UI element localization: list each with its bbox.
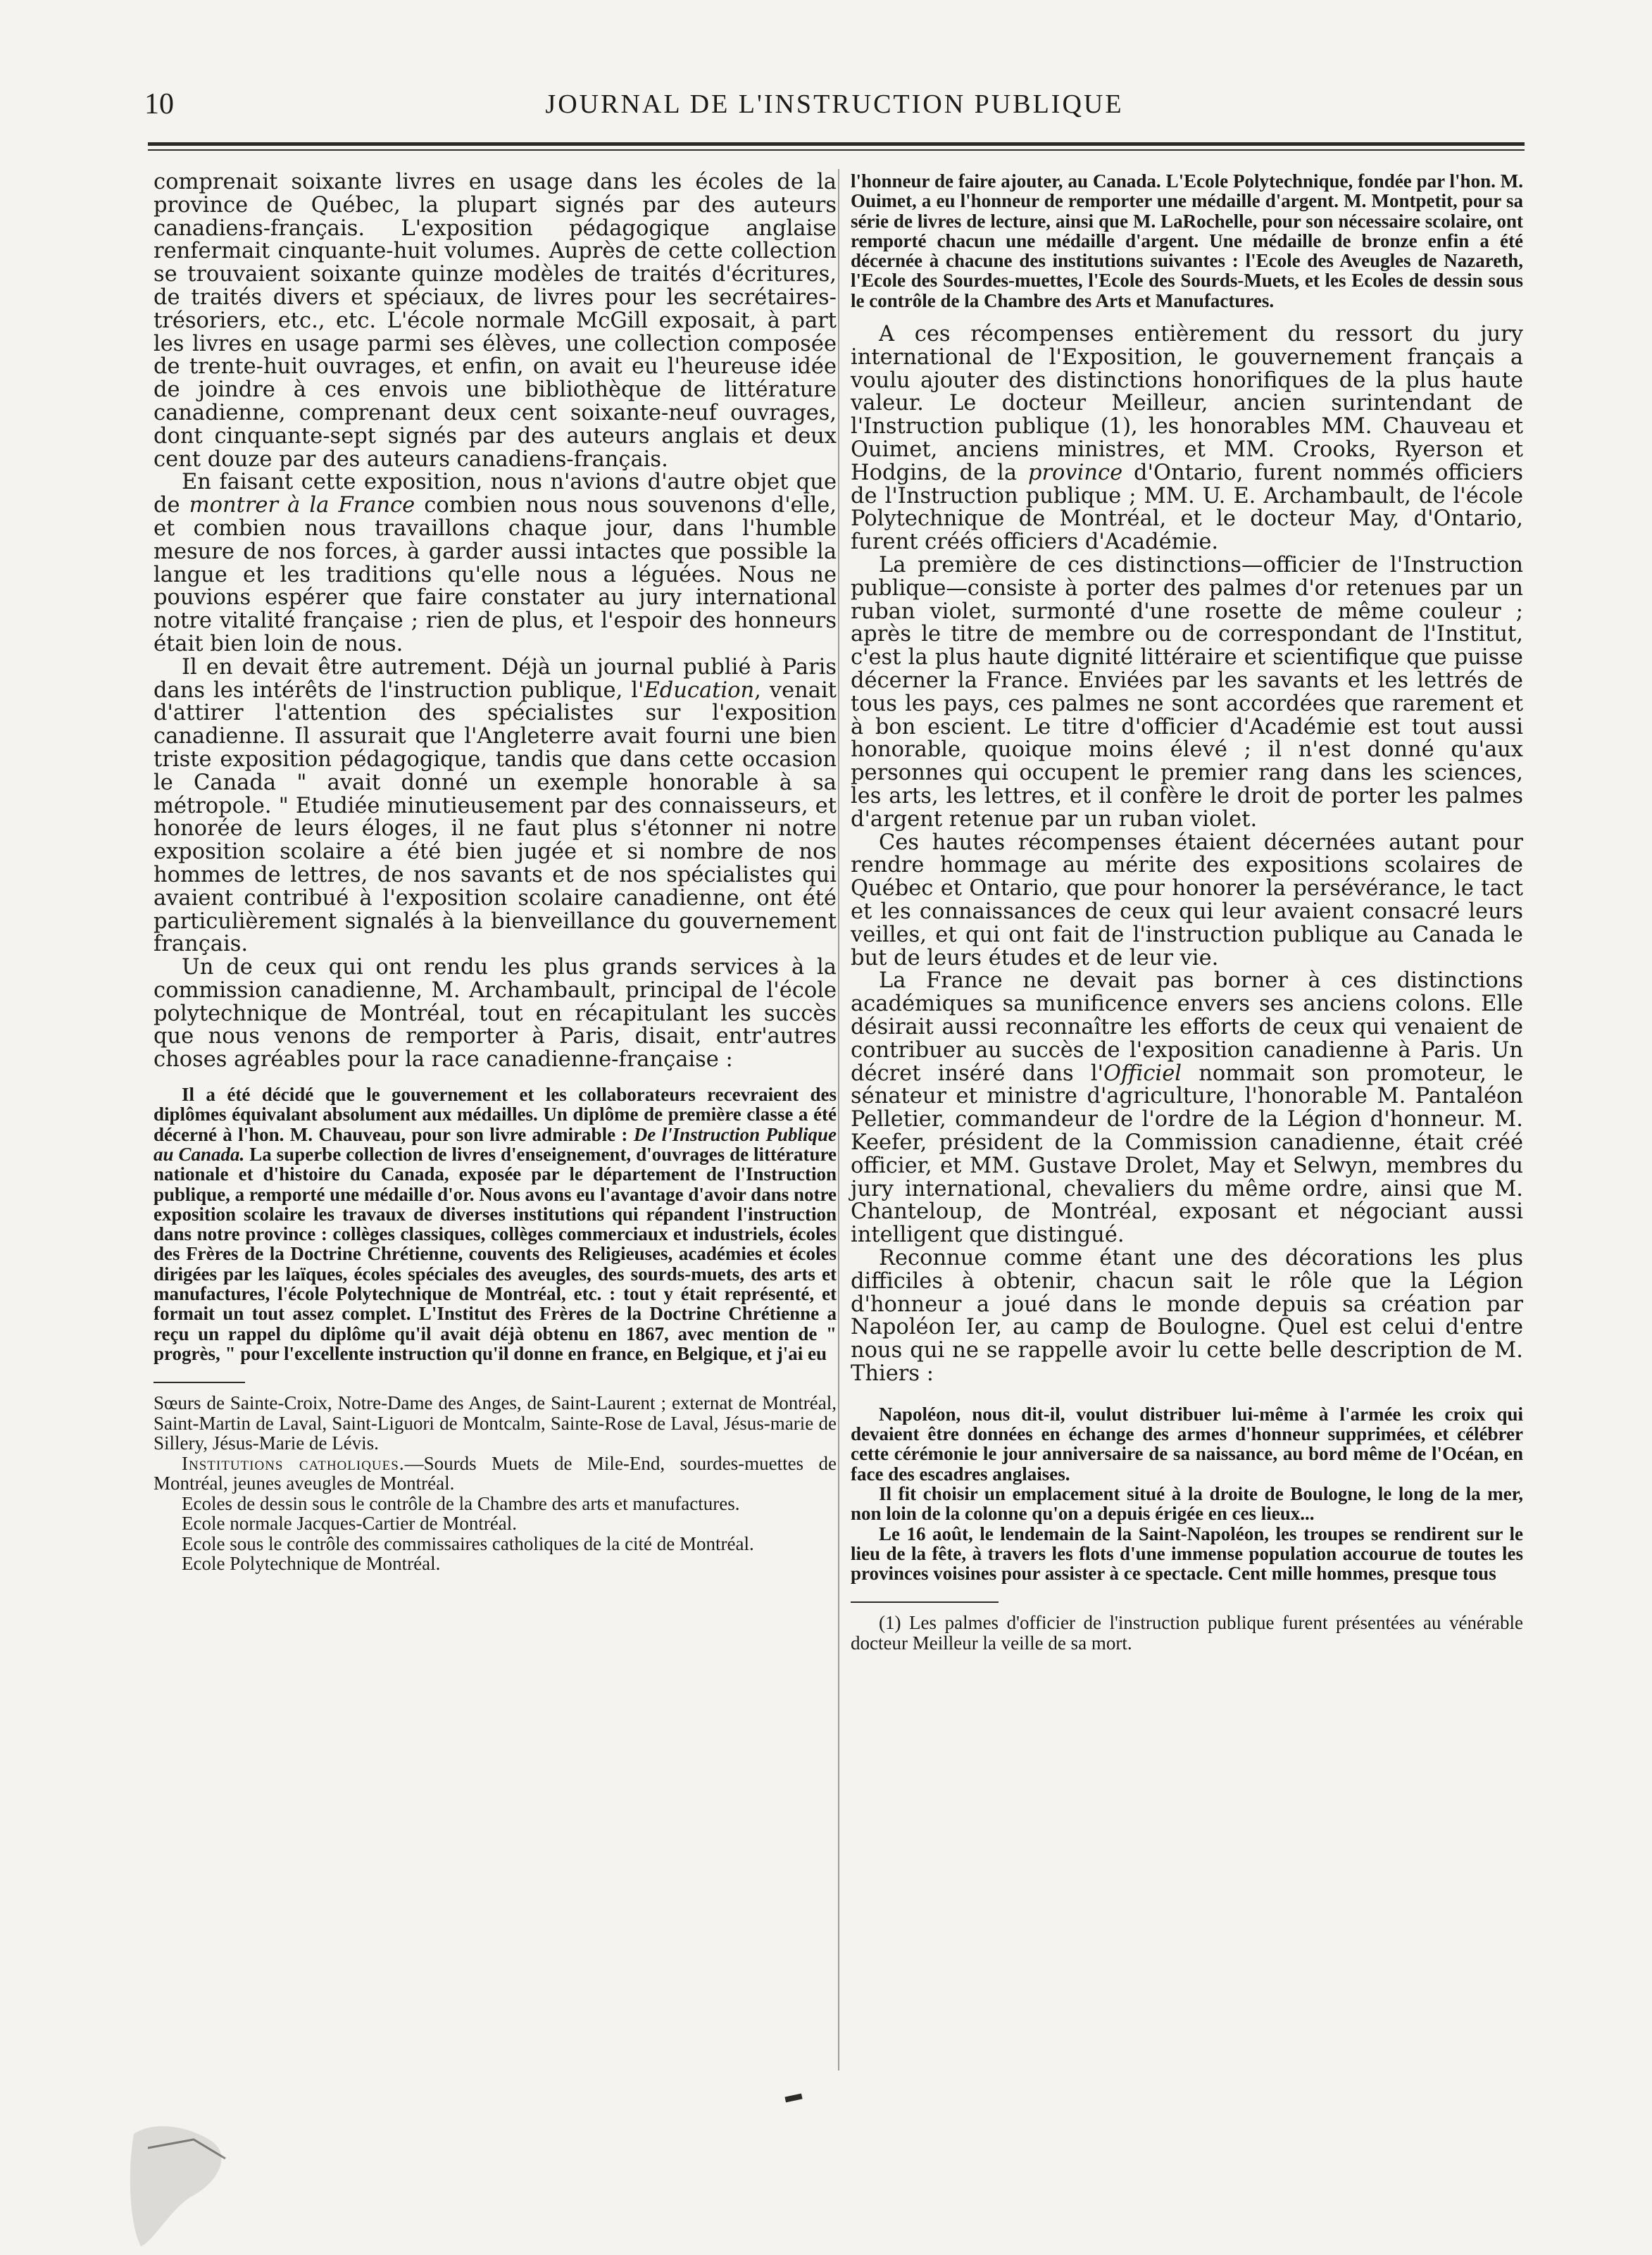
- footnote: Ecole normale Jacques-Cartier de Montréal.: [182, 1513, 518, 1535]
- footnote-rule: [154, 1382, 245, 1383]
- journal-title: JOURNAL DE L'INSTRUCTION PUBLIQUE: [545, 89, 1124, 119]
- footnote: (1) Les palmes d'officier de l'instruction publique furent présentées au vénérable docteur Meilleur la veille de sa mort.: [851, 1612, 1523, 1654]
- footnote: Ecole Polytechnique de Montréal.: [182, 1553, 441, 1575]
- right-column: [851, 171, 1523, 1653]
- footnote-rule: [851, 1601, 999, 1603]
- paragraph: comprenait soixante livres en usage dans les écoles de la province de Québec, la plupart signés par des auteurs canadiens-français. L'exposition pédagogique anglaise renfermait cinquante-huit volumes. Auprès de cette collection se trouvaient soixante quinze modèles de traités d'écritures, de traités divers et spéciaux, de livres pour les secrétaires-trésoriers, etc., etc. L'école normale McGill exposait, à part les livres en usage parmi ses élèves, une collection composée de trente-huit ouvrages, et enfin, on avait eu l'heureuse idée de joindre à ces envois une bibliothèque de littérature canadienne, comprenant deux cent soixante-neuf ouvrages, dont cinquante-sept signés par des auteurs anglais et deux cent douze par des auteurs canadiens-français.: [154, 170, 837, 472]
- paragraph: A ces récompenses entièrement du ressort du jury international de l'Exposition, le gouvernement français a voulu ajouter des distinctions honorifiques de la plus haute valeur. Le docteur Meilleur, ancien surintendant de l'Instruction publique (1), les honorables MM. Chauveau et Ouimet, anciens ministres, et MM. Crooks, Ryerson et Hodgins, de la province d'Ontario, furent nommés officiers de l'Instruction publique ; MM. U. E. Archambault, de l'école Polytechnique de Montréal, et le docteur May, d'Ontario, furent créés officiers d'Académie.: [851, 322, 1523, 555]
- page-number: 10: [144, 88, 174, 120]
- header-rule-thin: [148, 149, 1525, 151]
- quoted-passage: l'honneur de faire ajouter, au Canada. L'Ecole Polytechnique, fondée par l'hon. M. Ouimet, a eu l'honneur de remporter une médaille d'argent. M. Montpetit, pour sa série de livres de lecture, ainsi que M. LaRochelle, pour son nécessaire scolaire, ont remporté chacun une médaille d'argent. Une médaille de bronze enfin a été décernée à chacune des institutions suivantes : l'Ecole des Aveugles de Nazareth, l'Ecole des Sourdes-muettes, l'Ecole des Sourds-Muets, et les Ecoles de dessin sous le contrôle de la Chambre des Arts et Manufactures.: [851, 170, 1523, 311]
- ink-mark: [784, 2094, 802, 2103]
- column-divider: [838, 169, 839, 2070]
- paragraph: Il en devait être autrement. Déjà un journal publié à Paris dans les intérêts de l'instruction publique, l'Education, venait d'attirer l'attention des spécialistes sur l'exposition canadienne. Il assurait que l'Angleterre avait fourni une bien triste exposition pédagogique, tandis que dans cette occasion le Canada " avait donné un exemple honorable à sa métropole. " Etudiée minutieusement par des connaisseurs, et honorée de leurs éloges, il ne faut plus s'étonner ni notre exposition scolaire a été bien jugée et si nombre de nos hommes de lettres, de nos savants et de nos spécialistes qui avaient contribué à l'exposition scolaire canadienne, ont été particulièrement signalés à la bienveillance du gouvernement français.: [154, 654, 837, 957]
- footnote: Ecole sous le contrôle des commissaires catholiques de la cité de Montréal.: [182, 1532, 754, 1554]
- quoted-passage: Le 16 août, le lendemain de la Saint-Napoléon, les troupes se rendirent sur le lieu de la fête, à travers les flots d'une immense population accourue de toutes les provinces voisines pour assister à ce spectacle. Cent mille hommes, presque tous: [851, 1523, 1523, 1585]
- header-rule-thick: [148, 142, 1525, 146]
- paragraph: Ces hautes récompenses étaient décernées autant pour rendre hommage au mérite des expositions scolaires de Québec et Ontario, que pour honorer la persévérance, le tact et les connaissances de ceux qui leur avaient consacré leurs veilles, et qui ont fait de l'instruction publique au Canada le but de leurs études et de leur vie.: [851, 830, 1523, 970]
- paragraph: Un de ceux qui ont rendu les plus grands services à la commission canadienne, M. Archambault, principal de l'école polytechnique de Montréal, tout en récapitulant les succès que nous venons de remporter à Paris, disait, entr'autres choses agréables pour la race canadienne-française :: [154, 955, 837, 1073]
- footnote: Sœurs de Sainte-Croix, Notre-Dame des Anges, de Saint-Laurent ; externat de Montréal, Saint-Martin de Laval, Saint-Liguori de Montcalm, Sainte-Rose de Laval, Jésus-marie de Sillery, Jésus-Marie de Lévis.: [154, 1392, 837, 1454]
- paragraph: Reconnue comme étant une des décorations les plus difficiles à obtenir, chacun sait le rôle que la Légion d'honneur a joué dans le monde depuis sa création par Napoléon Ier, au camp de Boulogne. Quel est celui d'entre nous qui ne se rappelle avoir lu cette belle description de M. Thiers :: [851, 1245, 1523, 1386]
- paragraph: La première de ces distinctions—officier de l'Instruction publique—consiste à porter des palmes d'or retenues par un ruban violet, surmonté d'une rosette de même couleur ; après le titre de membre ou de correspondant de l'Institut, c'est la plus haute dignité littéraire et scientifique que puisse décerner la France. Enviées par les savants et les lettrés de tous les pays, ces palmes ne sont accordées que rarement et à bon escient. Le titre d'officier d'Académie est tout aussi honorable, quoique moins élevé ; il n'est donné qu'aux personnes qui occupent le premier rang dans les sciences, les arts, les lettres, et il confère le droit de porter les palmes d'argent retenue par un ruban violet.: [851, 553, 1523, 832]
- left-column: [154, 171, 837, 1574]
- quoted-passage: Il a été décidé que le gouvernement et les collaborateurs recevraient des diplômes équivalant absolument aux médailles. Un diplôme de première classe a été décerné à l'hon. M. Chauveau, pour son livre admirable : De l'Instruction Publique au Canada. La superbe collection de livres d'enseignement, d'ouvrages de littérature nationale et d'histoire du Canada, exposée par le département de l'Instruction publique, a remporté une médaille d'or. Nous avons eu l'avantage d'avoir dans notre exposition scolaire les travaux de diverses institutions qui répandent l'instruction dans notre province : collèges classiques, collèges commerciaux et industriels, écoles des Frères de la Doctrine Chrétienne, couvents des Religieuses, académies et écoles dirigées par les laïques, écoles spéciales des aveugles, des sourds-muets, des arts et manufactures, l'école Polytechnique de Montréal, etc. : tout y était représenté, et formait un tout assez complet. L'Institut des Frères de la Doctrine Chrétienne a reçu un rappel du diplôme qu'il avait déjà obtenu en 1867, avec mention de " progrès, " pour l'excellente instruction qu'il donne en france, en Belgique, et j'ai eu: [154, 1084, 837, 1364]
- quoted-passage: Il fit choisir un emplacement situé à la droite de Boulogne, le long de la mer, non loin de la colonne qu'on a depuis érigée en ces lieux...: [851, 1482, 1523, 1525]
- paragraph: En faisant cette exposition, nous n'avions d'autre objet que de montrer à la France combien nous nous souvenons d'elle, et combien nous travaillons chaque jour, dans l'humble mesure de nos forces, à garder aussi intactes que possible la langue et les traditions qu'elle nous a léguées. Nous ne pouvions espérer que faire constater au jury international notre vitalité française ; rien de plus, et l'espoir des honneurs était bien loin de nous.: [154, 470, 837, 656]
- paragraph: La France ne devait pas borner à ces distinctions académiques sa munificence envers ses anciens colons. Elle désirait aussi reconnaître les efforts de ceux qui venaient de contribuer au succès de l'exposition canadienne à Paris. Un décret inséré dans l'Officiel nommait son promoteur, le sénateur et ministre d'agriculture, l'honorable M. Pantaléon Pelletier, commandeur de l'ordre de la Légion d'honneur. M. Keefer, président de la Commission canadienne, était créé officier, et MM. Gustave Drolet, May et Selwyn, membres du jury international, chevaliers du même ordre, ainsi que M. Chanteloup, de Montréal, exposant et négociant aussi intelligent que distingué.: [851, 968, 1523, 1248]
- footnote: Ecoles de dessin sous le contrôle de la Chambre des arts et manufactures.: [182, 1492, 740, 1514]
- running-head: [144, 83, 1525, 125]
- quoted-passage: Napoléon, nous dit-il, voulut distribuer lui-même à l'armée les croix qui devaient être données en échange des armes d'honneur supprimées, et célébrer cette cérémonie le jour anniversaire de sa naissance, au bord même de l'Océan, en face des escadres anglaises.: [851, 1403, 1523, 1485]
- footnote: Institutions catholiques.—Sourds Muets de Mile-End, sourdes-muettes de Montréal, jeunes aveugles de Montréal.: [154, 1452, 837, 1494]
- page-smudge: [127, 2120, 246, 2254]
